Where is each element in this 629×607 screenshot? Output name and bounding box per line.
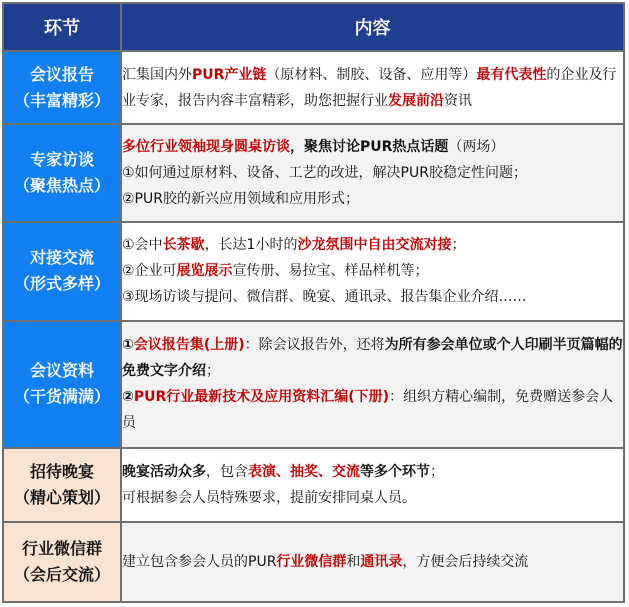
content-text: ，长达1小时的 [204,237,298,254]
content-text: 的企业及行业专家，报告内容丰富精彩，助您把握行业 [122,66,617,109]
highlight-text: 发展前沿 [388,92,444,109]
content-text: ； [430,463,444,480]
highlight-text: 会议报告集(上册) [133,337,245,354]
section-content [121,124,624,222]
section-label [3,124,121,222]
content-text: 建立包含参会人员的PUR [122,553,277,570]
row-banquet [3,448,624,522]
bold-text: 为所有参会单位或个人印刷半页篇幅的免费文字介绍 [122,337,623,380]
row-meeting-report [3,51,624,124]
content-text: ：除会议报告外，还将 [244,337,385,354]
bold-text: 等多个环节 [360,463,430,480]
section-title: 会议资料 [29,361,94,381]
section-subtitle: （丰富精彩） [13,90,110,110]
content-text: ，方便会后持续交流 [402,553,529,570]
content-text: ：组织方精心编制，免费赠送参会人员 [122,389,614,432]
agenda-table [2,2,625,603]
highlight-text: PUR行业最新技术及应用资料汇编(下册) [133,389,390,406]
section-content [121,51,624,124]
section-title: 对接交流 [29,248,94,268]
section-content [121,448,624,522]
content-text: 和 [346,553,361,570]
row-expert-interview [3,124,624,222]
content-text: ②企业可 [122,263,177,280]
section-content [121,522,624,602]
bold-text: ② [122,389,134,406]
highlight-text: 通讯录 [360,553,403,570]
header-content: 内容 [121,3,624,51]
content-text: 宣传册、易拉宝、样品样机等； [232,263,429,280]
section-title: 会议报告 [29,64,94,84]
section-subtitle: （精心策划） [13,487,110,507]
content-text: ①如何通过原材料、设备、工艺的改进，解决PUR胶稳定性问题； [122,165,527,182]
section-label [3,321,121,448]
bold-text: ① [122,337,134,354]
row-networking [3,222,624,320]
highlight-text: 表演、抽奖、交流 [248,463,360,480]
row-materials [3,321,624,448]
section-subtitle: （会后交流） [13,564,110,584]
content-text: （原材料、制胶、设备、应用等） [266,66,477,83]
section-title: 行业微信群 [21,538,102,558]
content-text: ； [451,237,466,254]
highlight-text: 最有代表性 [476,66,547,83]
highlight-text: 行业微信群 [276,553,347,570]
section-content [121,321,624,448]
header-section: 环节 [3,3,121,51]
highlight-text: 展览展示 [176,263,233,280]
highlight-text: 沙龙氛围中自由交流对接 [297,237,452,254]
content-text: ； [206,363,220,380]
bold-text: 晚宴活动众多 [122,463,206,480]
content-text: （两场） [448,139,505,156]
section-title: 招待晚宴 [29,461,94,481]
section-label [3,51,121,124]
section-label [3,522,121,602]
highlight-text: 多位行业领袖现身圆桌访谈 [122,139,290,156]
content-text: 资讯 [444,92,472,109]
content-text: 可根据参会人员特殊要求，提前安排同桌人员。 [122,489,416,506]
highlight-text: 长茶歇 [162,237,205,254]
section-label [3,448,121,522]
content-text: 汇集国内外 [122,66,192,83]
row-wechat-group [3,522,624,602]
section-subtitle: （形式多样） [13,274,110,294]
section-label [3,222,121,320]
section-subtitle: （聚焦热点） [13,176,110,196]
section-title: 专家访谈 [29,150,94,170]
header-row [3,3,624,51]
content-text: ③现场访谈与提问、微信群、晚宴、通讯录、报告集企业介绍…… [122,289,527,306]
section-subtitle: （干货满满） [13,387,110,407]
content-text: ②PUR胶的新兴应用领域和应用形式； [122,191,359,208]
highlight-text: PUR产业链 [192,66,267,83]
bold-text: ，聚焦讨论PUR热点话题 [290,139,449,156]
section-content [121,222,624,320]
content-text: ①会中 [122,237,163,254]
content-text: ，包含 [206,463,248,480]
